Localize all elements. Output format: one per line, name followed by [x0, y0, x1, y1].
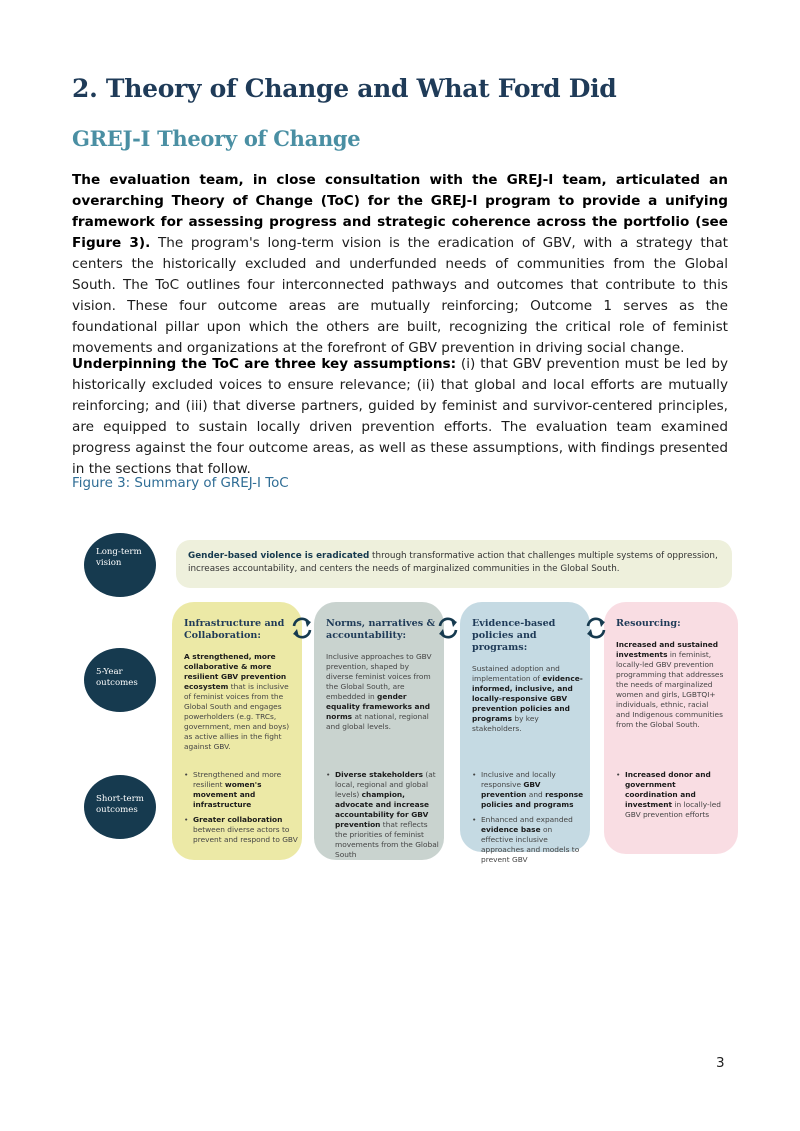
bold-run: Increased and sustained investments: [616, 640, 719, 659]
five-year-outcome: [326, 652, 438, 732]
paragraph-1: [72, 170, 728, 359]
short-term-outcome: [472, 770, 586, 810]
short-term-outcome-list: [616, 770, 730, 820]
bold-run: GBV prevention: [481, 780, 541, 799]
label-line: outcomes: [96, 805, 138, 815]
bold-run: A strengthened, more collaborative & more resilient GBV prevention ecosystem: [184, 652, 287, 691]
text-run: (at local, regional and global levels): [335, 770, 436, 799]
bold-run: gender equality frameworks and norms: [326, 692, 431, 721]
paragraph-1-bold: The evaluation team, in close consultation with the GREJ-I team, articulated an overarching Theory of Change (ToC) for the GREJ-I program to provide a unifying framework for assessing progress and strategic coherence across the portfolio (see Figure 3).: [72, 172, 728, 251]
five-year-outcome: [616, 640, 724, 730]
text-run: and: [526, 790, 546, 799]
short-term-outcome: [472, 815, 586, 865]
text-run: Sustained adoption and implementation of: [472, 664, 560, 683]
paragraph-1-text: The program's long-term vision is the eradication of GBV, with a strategy that centers the historically excluded and underfunded needs of communities from the Global South. The ToC outlines four interconnected pathways and outcomes that contribute to this vision. These four outcome areas are mutually reinforcing; Outcome 1 serves as the foundational pillar upon which the others are built, recognizing the critical role of feminist movements and organizations at the forefront of GBV prevention in driving social change.: [72, 235, 728, 356]
label-five-year-outcomes: [84, 648, 156, 712]
outcome-column-evidence: [460, 602, 590, 864]
toc-figure: [70, 520, 746, 865]
five-year-outcome: [472, 664, 584, 734]
short-term-outcome-list: [184, 770, 298, 845]
text-run: on effective inclusive approaches and models to prevent GBV: [481, 825, 580, 864]
figure-caption: Figure 3: Summary of GREJ-I ToC: [72, 476, 289, 491]
cycle-arrows-icon: [288, 614, 316, 642]
bold-run: response policies and programs: [481, 790, 584, 809]
cycle-arrows-icon: [434, 614, 462, 642]
column-title: Evidence-based policies and programs:: [472, 618, 556, 653]
label-line: 5-Year: [96, 667, 123, 677]
label-line: vision: [96, 558, 122, 568]
column-title: Infrastructure and Collaboration:: [184, 618, 285, 641]
outcome-column-infrastructure: [172, 602, 302, 860]
text-run: between diverse actors to prevent and respond to GBV: [193, 825, 298, 844]
paragraph-2-bold: Underpinning the ToC are three key assumptions:: [72, 356, 457, 372]
text-run: at national, regional and global levels.: [326, 712, 429, 731]
short-term-outcome: [184, 815, 298, 845]
text-run: Enhanced and expanded: [481, 815, 573, 824]
text-run: that reflects the priorities of feminist movements from the Global South: [335, 820, 439, 859]
label-line: Short-term: [96, 794, 144, 804]
bold-run: evidence-informed, inclusive, and locally-responsive GBV prevention policies and programs: [472, 674, 583, 723]
column-title: Norms, narratives & accountability:: [326, 618, 436, 641]
section-heading: 2. Theory of Change and What Ford Did: [72, 74, 617, 103]
short-term-outcome-list: [326, 770, 440, 860]
vision-text: through transformative action that challenges multiple systems of oppression, increases accountability, and centers the needs of marginalized communities in the Global South.: [188, 551, 718, 574]
cycle-arrows-icon: [582, 614, 610, 642]
label-line: Long-term: [96, 547, 142, 557]
short-term-outcome-list: [472, 770, 586, 865]
bold-run: evidence base: [481, 825, 541, 834]
text-run: in feminist, locally-led GBV prevention programming that addresses the needs of marginalized women and girls, LGBTQI+ individuals, ethnic, racial and Indigenous communities from the Global South.: [616, 650, 724, 729]
page-number: 3: [716, 1055, 725, 1071]
bold-run: Increased donor and government coordination and investment: [625, 770, 711, 809]
text-run: by key stakeholders.: [472, 714, 539, 733]
paragraph-2: [72, 354, 728, 480]
short-term-outcome: [184, 770, 298, 810]
text-run: Strengthened and more resilient: [193, 770, 282, 789]
subsection-heading: GREJ-I Theory of Change: [72, 126, 361, 151]
vision-bold: Gender-based violence is eradicated: [188, 551, 370, 561]
text-run: that is inclusive of feminist voices from the Global South and engages powerholders (e.g. TRCs, government, men and boys) as active allies in the fight against GBV.: [184, 682, 290, 751]
outcome-column-resourcing: [604, 602, 738, 854]
text-run: Inclusive approaches to GBV prevention, shaped by diverse feminist voices from the Global South, are embedded in: [326, 652, 432, 701]
bold-run: Greater collaboration: [193, 815, 283, 824]
text-run: Inclusive and locally responsive: [481, 770, 556, 789]
bold-run: Diverse stakeholders: [335, 770, 423, 779]
vision-box: [176, 540, 732, 588]
paragraph-2-text: (i) that GBV prevention must be led by historically excluded voices to ensure relevance; (ii) that global and local efforts are mutually reinforcing; and (iii) that diverse partners, guided by feminist and survivor-centered principles, are equipped to sustain locally driven prevention efforts. The evaluation team examined progress against the four outcome areas, as well as these assumptions, with findings presented in the sections that follow.: [72, 356, 728, 477]
text-run: in locally-led GBV prevention efforts: [625, 800, 721, 819]
bold-run: champion, advocate and increase accountability for GBV prevention: [335, 790, 430, 829]
short-term-outcome: [326, 770, 440, 860]
label-long-term-vision: [84, 533, 156, 597]
bold-run: women's movement and infrastructure: [193, 780, 262, 809]
column-title: Resourcing:: [616, 618, 681, 629]
label-short-term-outcomes: [84, 775, 156, 839]
short-term-outcome: [616, 770, 730, 820]
five-year-outcome: [184, 652, 296, 752]
outcome-column-norms: [314, 602, 444, 860]
label-line: outcomes: [96, 678, 138, 688]
